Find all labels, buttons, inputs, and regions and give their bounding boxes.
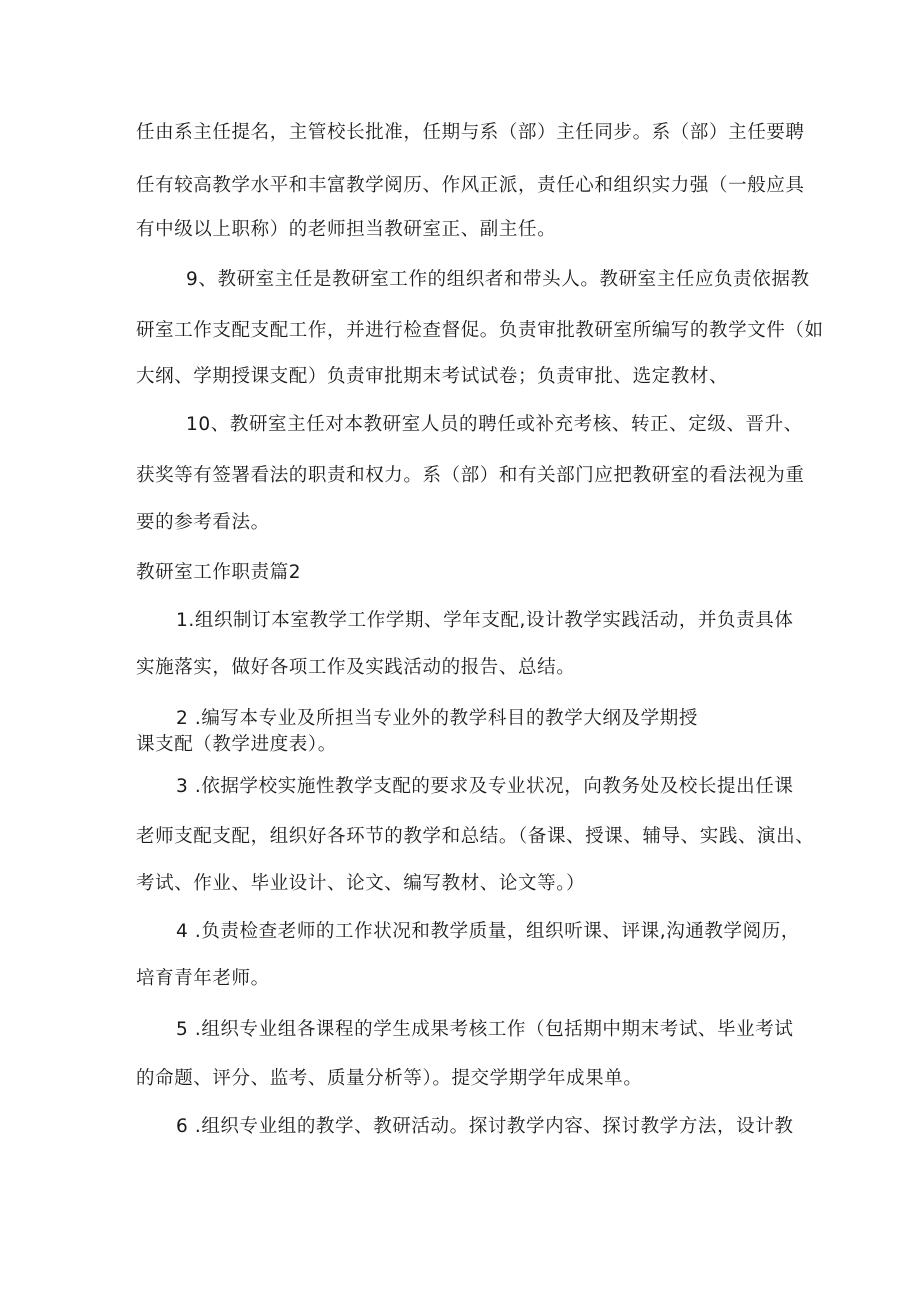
list-item-line: 5 .组织专业组各课程的学生成果考核工作（包括期中期末考试、毕业考试 — [176, 1019, 794, 1040]
paragraph-line: 获奖等有签署看法的职责和权力。系（部）和有关部门应把教研室的看法视为重 — [136, 465, 805, 486]
list-item-line: 实施落实，做好各项工作及实践活动的报告、总结。 — [136, 657, 576, 678]
list-item-line: 的命题、评分、监考、质量分析等）。提交学期学年成果单。 — [136, 1068, 643, 1089]
list-item-line: 3 .依据学校实施性教学支配的要求及专业状况，向教务处及校长提出任课 — [176, 776, 794, 797]
list-item-line: 培育青年老师。 — [136, 968, 270, 989]
paragraph-line: 任由系主任提名，主管校长批准，任期与系（部）主任同步。系（部）主任要聘 — [136, 122, 805, 143]
list-item-line: 4 .负责检查老师的工作状况和教学质量，组织听课、评课,沟通教学阅历， — [176, 921, 800, 942]
paragraph-line: 10、教研室主任对本教研室人员的聘任或补充考核、转正、定级、晋升、 — [186, 414, 803, 435]
list-item-line: 课支配（教学进度表）。 — [136, 734, 337, 755]
list-item-line: 1.组织制订本室教学工作学期、学年支配,设计教学实践活动，并负责具体 — [176, 610, 794, 631]
paragraph-line: 有中级以上职称）的老师担当教研室正、副主任。 — [136, 219, 557, 240]
list-item-line: 2 .编写本专业及所担当专业外的教学科目的教学大纲及学期授 — [176, 708, 698, 729]
paragraph-line: 9、教研室主任是教研室工作的组织者和带头人。教研室主任应负责依据教 — [186, 269, 810, 290]
paragraph-line: 大纲、学期授课支配）负责审批期末考试试卷；负责审批、选定教材、 — [136, 366, 729, 387]
section-heading: 教研室工作职责篇2 — [136, 562, 302, 583]
list-item-line: 考试、作业、毕业设计、论文、编写教材、论文等。） — [136, 873, 586, 894]
paragraph-line: 研室工作支配支配工作，并进行检查督促。负责审批教研室所编写的教学文件（如 — [136, 320, 824, 341]
list-item-line: 老师支配支配，组织好各环节的教学和总结。（备课、授课、辅导、实践、演出、 — [136, 826, 815, 847]
paragraph-line: 要的参考看法。 — [136, 512, 270, 533]
paragraph-line: 任有较高教学水平和丰富教学阅历、作风正派，责任心和组织实力强（一般应具 — [136, 175, 805, 196]
list-item-line: 6 .组织专业组的教学、教研活动。探讨教学内容、探讨教学方法，设计教 — [176, 1116, 794, 1137]
